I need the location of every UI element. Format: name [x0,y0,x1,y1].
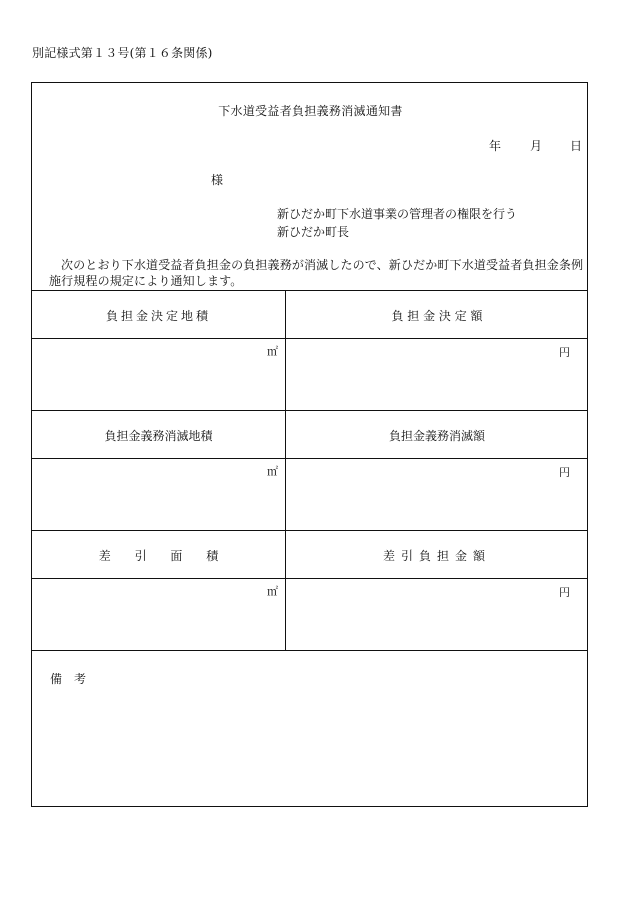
unit-square-meter: ㎡ [267,465,278,478]
addressee-honorific: 様 [211,173,224,187]
header-decided-area: 負担金決定地積 [105,309,211,323]
issuer-authority: 新ひだか町下水道事業の管理者の権限を行う [277,207,518,221]
unit-yen: 円 [559,466,570,479]
header-extinguished-area: 負担金義務消滅地積 [104,429,213,443]
row-divider [32,530,587,531]
notice-frame [31,82,588,807]
header-extinguished-amount: 負担金義務消滅額 [388,429,485,443]
extinguished-amount-value[interactable] [286,459,588,530]
extinguished-area-value[interactable] [32,459,285,530]
date-day-label: 日 [570,139,583,153]
document-title: 下水道受益者負担義務消滅通知書 [218,104,403,118]
header-decided-amount: 負 担 金 決 定 額 [391,309,483,323]
decided-amount-value[interactable] [286,339,588,410]
form-number-label: 別記様式第１３号(第１６条関係) [32,46,213,60]
table-bottom-border [32,650,587,651]
date-year-label: 年 [489,139,502,153]
unit-yen: 円 [559,346,570,359]
net-area-value[interactable] [32,579,285,650]
unit-square-meter: ㎡ [267,585,278,598]
header-net-amount: 差引負担金額 [382,549,491,563]
table-top-border [32,290,587,291]
net-amount-value[interactable] [286,579,588,650]
issuer-name: 新ひだか町長 [277,225,350,239]
date-month-label: 月 [530,139,543,153]
unit-square-meter: ㎡ [267,345,278,358]
remarks-area[interactable] [32,693,588,805]
row-divider [32,410,587,411]
decided-area-value[interactable] [32,339,285,410]
header-net-area: 差 引 面 積 [98,549,219,563]
unit-yen: 円 [559,586,570,599]
notice-body-text: 次のとおり下水道受益者負担金の負担義務が消滅したので、新ひだか町下水道受益者負担金条例施行規程の規定により通知します。 [49,258,584,288]
remarks-label: 備考 [50,672,99,686]
